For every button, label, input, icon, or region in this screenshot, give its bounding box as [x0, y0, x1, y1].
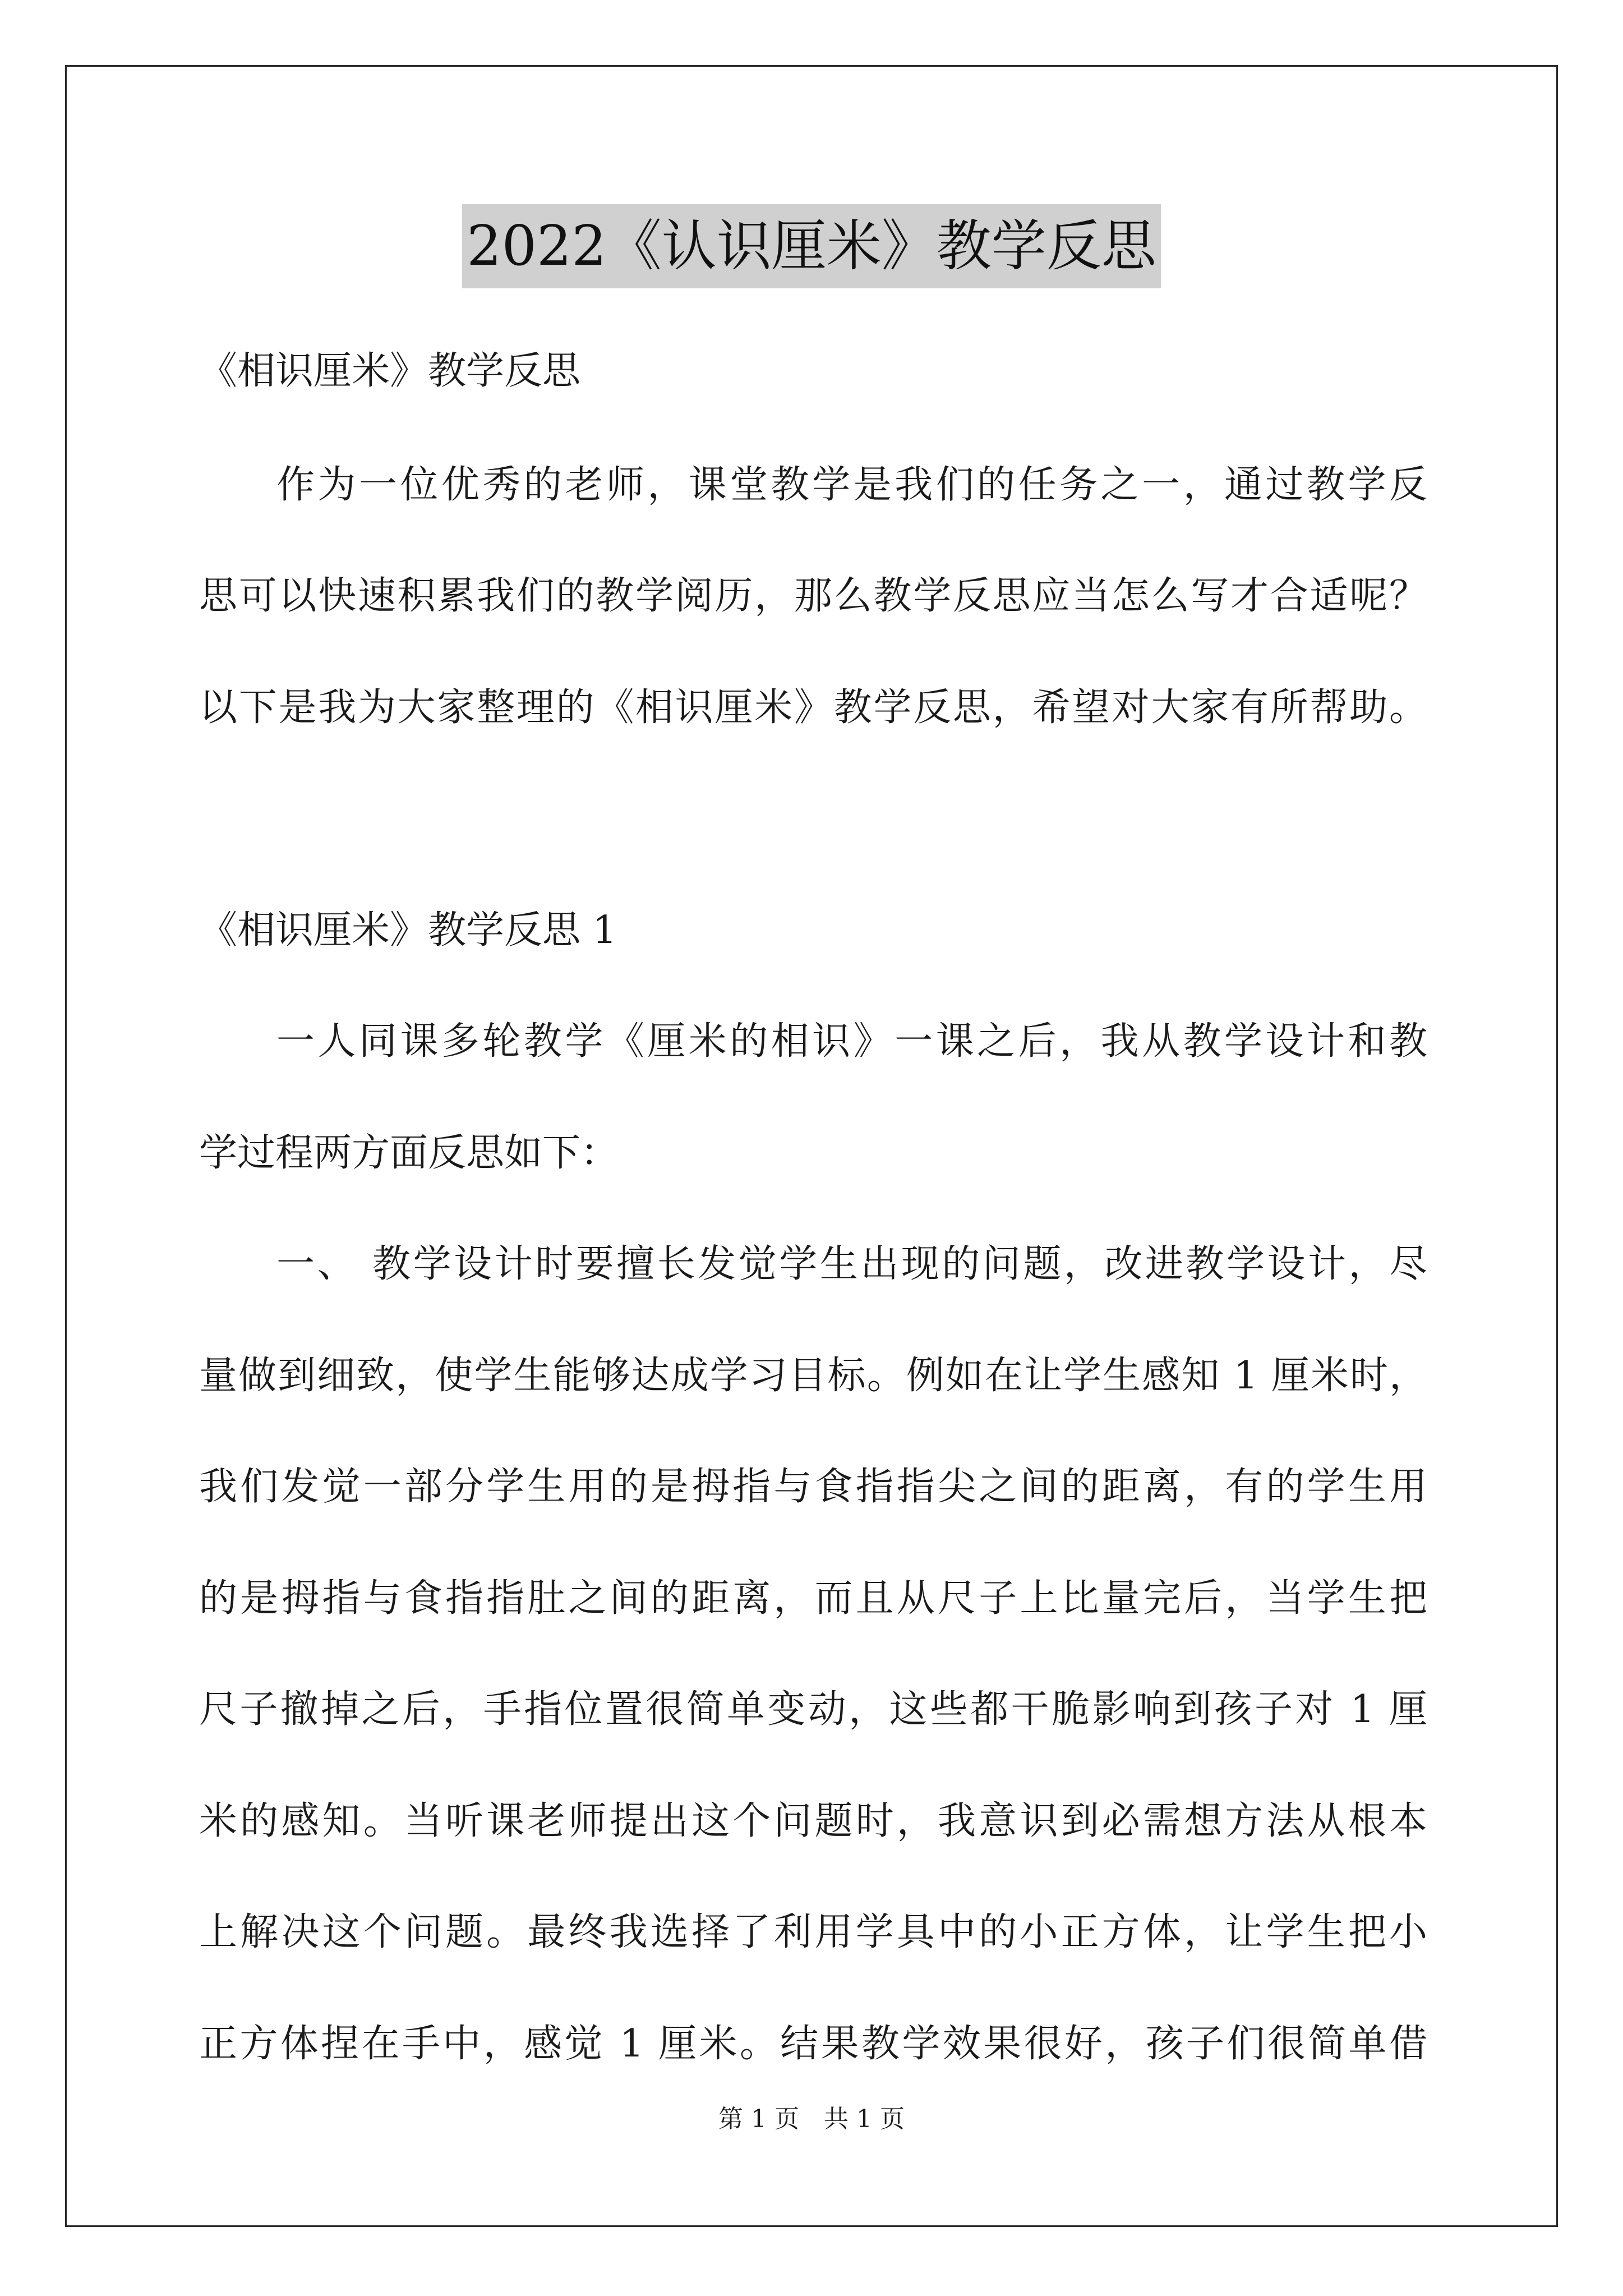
body-line-4: 量做到细致，使学生能够达成学习目标。例如在让学生感知 1 厘米时，	[199, 1354, 1427, 1398]
title-container	[0, 204, 1623, 288]
body-line-8: 米的感知。当听课老师提出这个问题时，我意识到必需想方法从根本	[199, 1799, 1427, 1843]
document-title: 2022《认识厘米》教学反思	[462, 204, 1160, 288]
body-line-7: 尺子撤掉之后，手指位置很简单变动，这些都干脆影响到孩子对 1 厘	[199, 1687, 1427, 1732]
body-line-3: 一、 教学设计时要擅长发觉学生出现的问题，改进教学设计，尽	[276, 1242, 1427, 1286]
body-line-10: 正方体捏在手中，感觉 1 厘米。结果教学效果很好，孩子们很简单借	[199, 2022, 1427, 2066]
intro-line-1: 作为一位优秀的老师，课堂教学是我们的任务之一，通过教学反	[276, 463, 1427, 507]
body-line-2: 学过程两方面反思如下：	[199, 1131, 619, 1175]
subsection-heading: 《相识厘米》教学反思 1	[199, 908, 617, 953]
page-footer	[0, 2102, 1623, 2136]
intro-line-2: 思可以快速积累我们的教学阅历，那么教学反思应当怎么写才合适呢？	[199, 574, 1427, 618]
body-line-5: 我们发觉一部分学生用的是拇指与食指指尖之间的距离，有的学生用	[199, 1465, 1427, 1509]
body-line-9: 上解决这个问题。最终我选择了利用学具中的小正方体，让学生把小	[199, 1910, 1427, 1954]
body-line-1: 一人同课多轮教学《厘米的相识》一课之后，我从教学设计和教	[276, 1019, 1427, 1064]
body-line-6: 的是拇指与食指指肚之间的距离，而且从尺子上比量完后，当学生把	[199, 1576, 1427, 1621]
page-number-label: 第 1 页 共 1 页	[718, 2105, 905, 2133]
section-heading: 《相识厘米》教学反思	[199, 349, 581, 393]
intro-line-3: 以下是我为大家整理的《相识厘米》教学反思，希望对大家有所帮助。	[199, 685, 1427, 730]
